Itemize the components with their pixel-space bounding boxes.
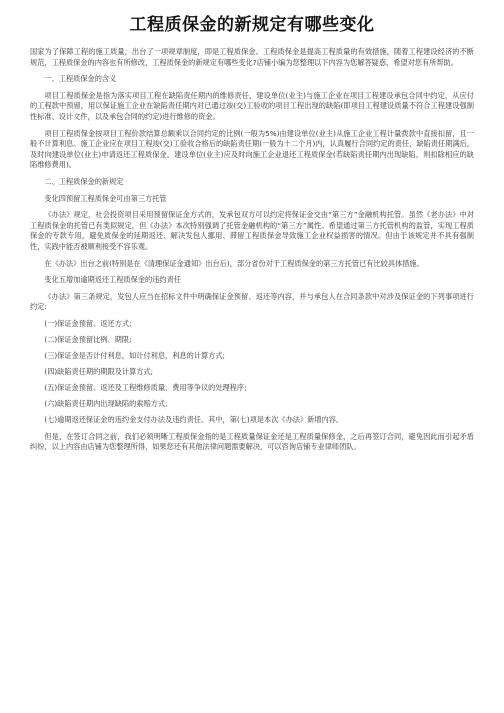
list-item: (五)保证金预留、返还及工程维修质量、费用等争议的处理程序; [44, 383, 247, 393]
change-four-heading: 变化四预留工程质保金可由第三方托管 [44, 193, 167, 203]
meaning-paragraph-1: 项目工程质保金是指为落实项目工程在缺陷责任期内的维修责任，建设单位(业主)与施工企业在项目工程建设承包合同中约定，从应付的工程款中预留，用以保证施工企业在缺陷责任期内对已通过竣(交)工验收的项目工程出现的缺陷(即项目工程建设质量不符合工程建设强制性标准、设计文件，以及承包合同的约定)进行维修的资金。 [30, 90, 474, 121]
document-title: 工程质保金的新规定有哪些变化 [129, 15, 375, 35]
list-item: (三)保证金是否计付利息，如计付利息，利息的计算方式; [44, 351, 225, 361]
change-four-paragraph-2: 在《办法》出台之前(特别是在《清理保证金通知》出台后)，部分省份对于工程质保金的第三方托管已有比较具体措施。 [44, 258, 424, 268]
change-five-paragraph-1: 《办法》第三条规定，发包人应当在招标文件中明确保证金预留、返还等内容，并与承包人在合同条款中对涉及保证金的下列事项进行约定: [30, 291, 474, 312]
closing-paragraph: 但是，在签订合同之前，我们必须明晰工程质保金指的是工程质量保证金还是工程质量保修金，之后再签订合同，避免因此而引起矛盾纠纷，以上内容由店铺为您整理所得，如果您还有其他法律问题需要解决，可以咨询店铺专业律师团队。 [30, 431, 474, 452]
list-item: (一)保证金预留、返还方式; [44, 318, 132, 328]
intro-paragraph: 国家为了保障工程的施工质量，出台了一项规章制度，即是工程质保金。工程质保金是提高工程质量的有效措施，随着工程建设经济的不断规范，工程质保金的内容也有所修改，工程质保金的新规定有哪些变化?店铺小编为您整理以下内容为您解答疑惑，希望对您有所帮助。 [30, 47, 474, 67]
list-item: (二)保证金预留比例、期限; [44, 334, 132, 344]
list-item: (七)逾期返还保证金的违约金支付办法及违约责任。其中，第(七)项是本次《办法》新增内容。 [44, 415, 344, 425]
list-item: (四)缺陷责任期的期限及计算方式; [44, 367, 154, 377]
section-heading-meaning: 一、工程质保金的含义 [44, 74, 117, 84]
list-item: (六)缺陷责任期内出现缺陷的索赔方式; [44, 399, 168, 409]
meaning-paragraph-2: 项目工程质保金按项目工程价款结算总额乘以合同约定的比例(一般为5%)由建设单位(业主)从施工企业工程计量拨款中直接扣留，且一般不计算利息。施工企业应在项目工程竣(交)工验收合格后的缺陷责任期(一般为十二个月)内，认真履行合同约定的责任，缺陷责任期满后，及时向建设单位(业主)申请返还工程质保金。建设单位(业主)应及时向施工企业退还工程质保金(若缺陷责任期内出现缺陷，则扣除相应的缺陷维修费用)。 [30, 128, 474, 170]
section-heading-new-rules: 二、工程质保金的新规定 [44, 176, 124, 186]
change-five-heading: 变化五增加逾期返还工程质保金的违约责任 [44, 275, 181, 285]
change-four-paragraph-1: 《办法》规定，社会投资项目采用预留保证金方式的，发承包双方可以约定将保证金交由“第三方”金融机构托管。虽然《老办法》中对工程质保金的托管已有类似规定，但《办法》本次特别强调了托管金融机构的“第三方”属性。希望通过第三方托管机构的监管，实现工程质保金的专款专用，避免质保金的延期返还、解决发包人挪用、滞留工程质保金导致施工企业权益损害的情况。但由于该规定并不具有强制性，实践中能否被顺利接受不容乐观。 [30, 210, 474, 251]
